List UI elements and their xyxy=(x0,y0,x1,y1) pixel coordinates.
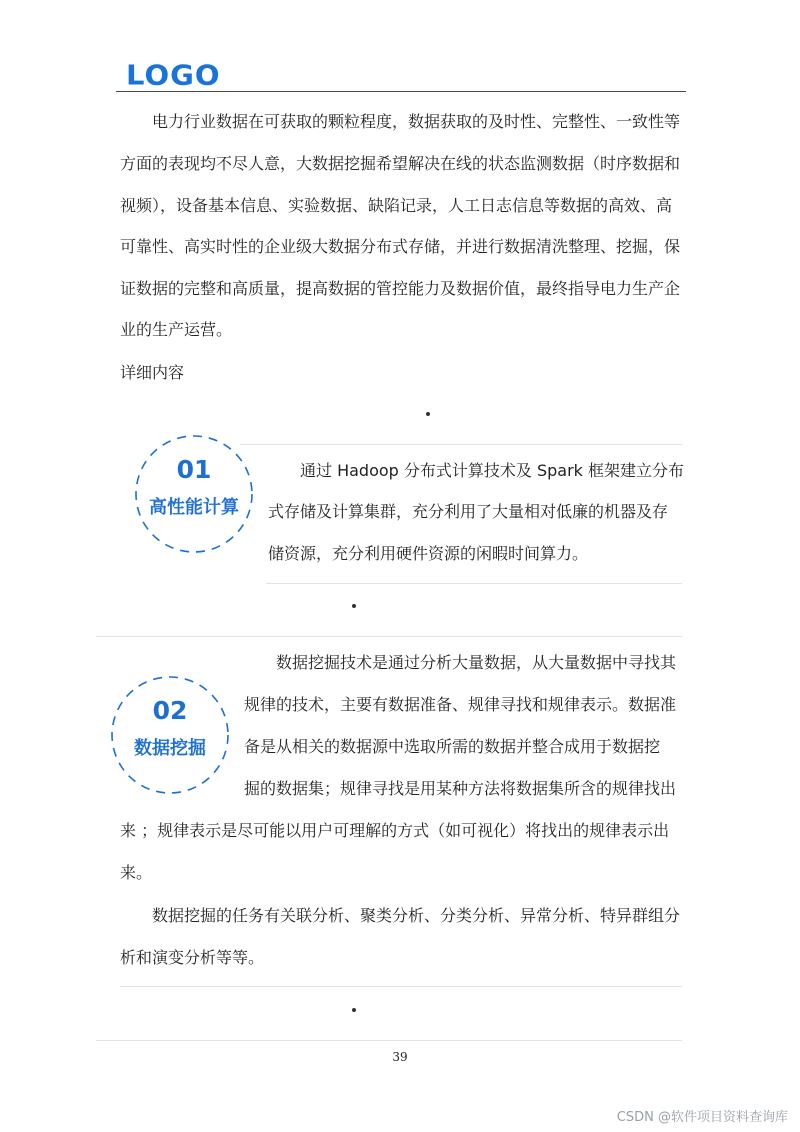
section1-bottom-rule xyxy=(266,583,682,584)
section2-number: 02 xyxy=(152,696,188,725)
section2-line: 规律的技术，主要有数据准备、规律寻找和规律表示。数据准 xyxy=(244,695,677,714)
section1-line: 储资源，充分利用硬件资源的闲暇时间算力。 xyxy=(268,544,589,563)
section2-extra-line: 数据挖掘的任务有关联分析、聚类分析、分类分析、异常分析、特异群组分 xyxy=(152,906,681,925)
section1-number: 01 xyxy=(176,455,212,484)
section2-badge xyxy=(109,674,231,796)
page-number: 39 xyxy=(392,1050,408,1064)
section2-line: 来。 xyxy=(120,863,153,882)
intro-line: 方面的表现均不尽人意，大数据挖掘希望解决在线的状态监测数据（时序数据和 xyxy=(120,154,681,173)
section2-line: 数据挖掘技术是通过分析大量数据，从大量数据中寻找其 xyxy=(276,653,677,672)
header-divider xyxy=(116,91,686,92)
bullet-dot xyxy=(352,1008,356,1012)
section2-extra-line: 析和演变分析等等。 xyxy=(120,948,265,967)
section2-line: 备是从相关的数据源中选取所需的数据并整合成用于数据挖 xyxy=(244,737,661,756)
section2-bottom-rule xyxy=(120,986,682,987)
bullet-dot xyxy=(352,604,356,608)
logo: LOGO xyxy=(126,58,221,92)
section1-top-rule xyxy=(240,444,682,445)
section1-badge xyxy=(133,433,255,555)
intro-line: 可靠性、高实时性的企业级大数据分布式存储，并进行数据清洗整理、挖掘，保 xyxy=(120,237,681,256)
watermark: CSDN @软件项目资料查询库 xyxy=(616,1110,788,1125)
intro-line: 业的生产运营。 xyxy=(120,320,233,339)
detail-label: 详细内容 xyxy=(120,363,185,382)
section1-line: 通过 Hadoop 分布式计算技术及 Spark 框架建立分布 xyxy=(300,461,685,480)
intro-line: 电力行业数据在可获取的颗粒程度，数据获取的及时性、完整性、一致性等 xyxy=(152,112,681,131)
footer-rule xyxy=(96,1040,682,1041)
intro-line: 证数据的完整和高质量，提高数据的管控能力及数据价值，最终指导电力生产企 xyxy=(120,279,681,298)
bullet-dot xyxy=(426,412,430,416)
section2-line: 掘的数据集；规律寻找是用某种方法将数据集所含的规律找出 xyxy=(244,779,677,798)
section2-line: 来 ；规律表示是尽可能以用户可理解的方式（如可视化）将找出的规律表示出 xyxy=(120,821,670,840)
section1-title: 高性能计算 xyxy=(149,497,239,518)
section2-title: 数据挖掘 xyxy=(134,738,206,759)
section1-line: 式存储及计算集群，充分利用了大量相对低廉的机器及存 xyxy=(268,502,669,521)
intro-line: 视频），设备基本信息、实验数据、缺陷记录，人工日志信息等数据的高效、高 xyxy=(120,196,673,215)
section2-top-rule xyxy=(96,636,682,637)
